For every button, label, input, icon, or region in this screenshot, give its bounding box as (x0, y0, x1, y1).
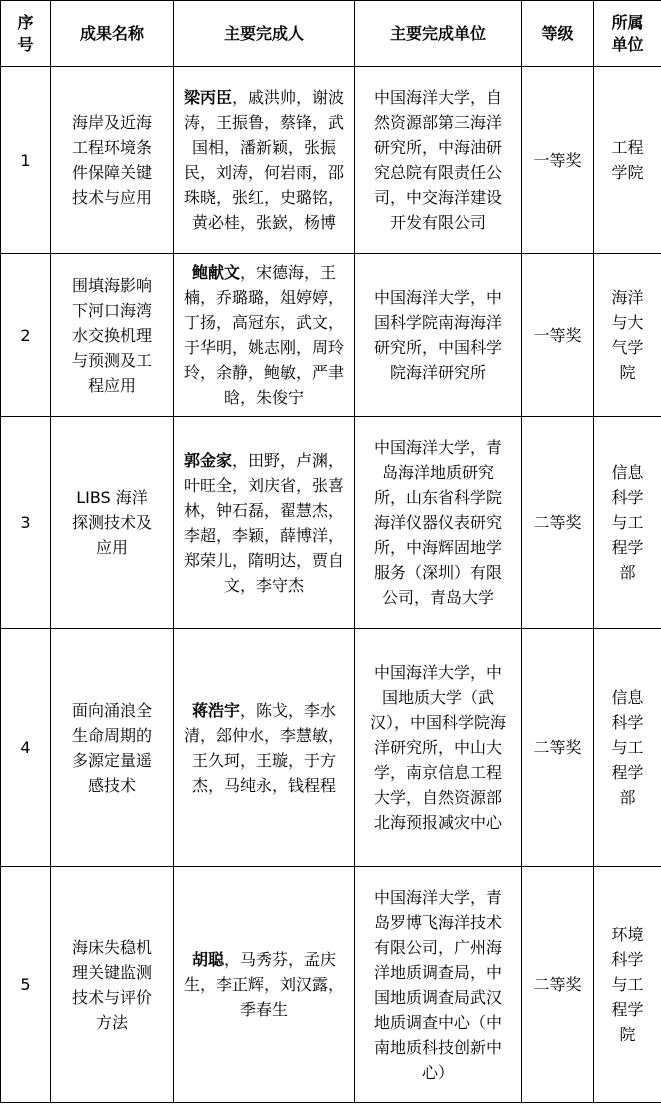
header-row (1, 1, 661, 67)
header-grade: 等级 (522, 1, 594, 67)
main-organizations: 中国海洋大学，青岛海洋地质研究所，山东省科学院海洋仪器仪表研究所，中海辉固地学服务（深圳）有限公司，青岛大学 (355, 417, 522, 629)
main-people (174, 254, 355, 417)
achievement-name: 海床失稳机理关键监测技术与评价方法 (51, 867, 174, 1103)
main-organizations: 中国海洋大学，青岛罗博飞海洋技术有限公司，广州海洋地质调查局，中国地质调查局武汉地质调查中心（中南地质科技创新中心） (355, 867, 522, 1103)
award-grade: 一等奖 (522, 67, 594, 254)
other-people: ，宋德海，王楠，乔璐璐，俎婷婷，丁扬，高冠东，武文，于华明，姚志刚，周玲玲，余静，鲍敏，严聿晗，朱俊宁 (183, 263, 344, 407)
award-grade: 一等奖 (522, 254, 594, 417)
award-grade: 二等奖 (522, 867, 594, 1103)
other-people: ，陈戈，李水清，郐仲水，李慧敏，王久珂，王璇，于方杰，马纯永，钱程程 (183, 700, 344, 795)
lead-person: 梁丙臣 (183, 88, 232, 107)
department: 环境科学与工程学院 (594, 867, 661, 1103)
header-no: 序号 (1, 1, 51, 67)
achievement-name: 面向涌浪全生命周期的多源定量遥感技术 (51, 629, 174, 867)
table-row (1, 254, 661, 417)
table-row (1, 867, 661, 1103)
row-number: 5 (1, 867, 51, 1103)
achievement-name: LIBS 海洋探测技术及应用 (51, 417, 174, 629)
table-row (1, 629, 661, 867)
row-number: 1 (1, 67, 51, 254)
main-organizations: 中国海洋大学，自然资源部第三海洋研究所，中海油研究总院有限责任公司，中交海洋建设开发有限公司 (355, 67, 522, 254)
header-people: 主要完成人 (174, 1, 355, 67)
main-organizations: 中国海洋大学，中国科学院南海海洋研究所，中国科学院海洋研究所 (355, 254, 522, 417)
award-grade: 二等奖 (522, 629, 594, 867)
table-row (1, 417, 661, 629)
main-people (174, 629, 355, 867)
department: 工程学院 (594, 67, 661, 254)
main-people (174, 417, 355, 629)
department: 信息科学与工程学部 (594, 629, 661, 867)
main-people (174, 867, 355, 1103)
row-number: 2 (1, 254, 51, 417)
header-org: 主要完成单位 (355, 1, 522, 67)
department: 海洋与大气学院 (594, 254, 661, 417)
lead-person: 胡聪 (191, 950, 224, 969)
main-people (174, 67, 355, 254)
main-organizations: 中国海洋大学，中国地质大学（武汉），中国科学院海洋研究所，中山大学，南京信息工程大学，自然资源部北海预报减灾中心 (355, 629, 522, 867)
row-number: 3 (1, 417, 51, 629)
header-dept: 所属单位 (594, 1, 661, 67)
header-name: 成果名称 (51, 1, 174, 67)
row-number: 4 (1, 629, 51, 867)
table-row (1, 67, 661, 254)
achievement-name: 围填海影响下河口海湾水交换机理与预测及工程应用 (51, 254, 174, 417)
award-grade: 二等奖 (522, 417, 594, 629)
lead-person: 鲍献文 (191, 263, 240, 282)
other-people: ，马秀芬，孟庆生，李正辉，刘汉露，季春生 (183, 950, 344, 1019)
other-people: ，戚洪帅，谢波涛，王振鲁，蔡锋，武国相，潘新颖，张振民，刘涛，何岩雨，邵珠晓，张红，史璐铭，黄必桂，张嶔，杨博 (183, 88, 345, 232)
department: 信息科学与工程学部 (594, 417, 661, 629)
lead-person: 蒋浩宇 (191, 700, 240, 720)
achievement-name: 海岸及近海工程环境条件保障关键技术与应用 (51, 67, 174, 254)
other-people: ，田野，卢渊，叶旺全，刘庆省，张喜林，钟石磊，翟慧杰，李超，李颖，薛博洋，郑荣儿，隋明达，贾自文，李守杰 (183, 450, 345, 595)
lead-person: 郭金家 (183, 450, 232, 470)
